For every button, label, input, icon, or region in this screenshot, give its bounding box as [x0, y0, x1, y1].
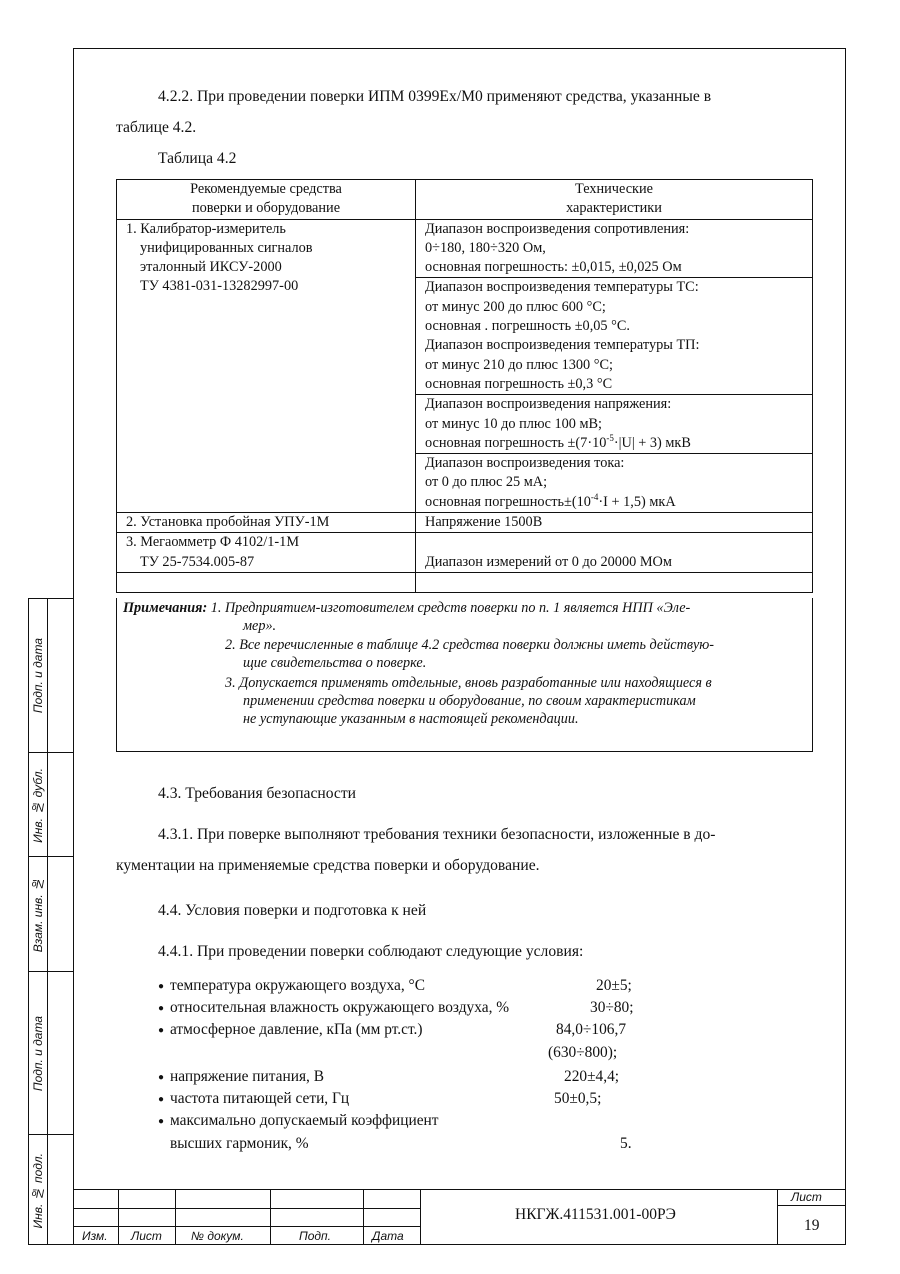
table-cell-breakdown-unit: 2. Установка пробойная УПУ-1М [117, 513, 416, 533]
table-cell-megohmmeter: 3. Мегаомметр Ф 4102/1-1М ТУ 25-7534.005-87 [117, 533, 416, 573]
table-row [117, 513, 813, 533]
tb-label-date: Дата [372, 1229, 404, 1243]
bullet-icon: ● [158, 981, 165, 992]
sheet-label: Лист [791, 1190, 822, 1204]
notes-box [116, 598, 813, 752]
para-4-3-1-line2: кументации на применяемые средства поверки и оборудование. [116, 857, 540, 874]
notes-label: Примечания: [123, 600, 208, 616]
table-row [117, 219, 813, 278]
side-label-original-inv: Инв. № подл. [31, 1152, 45, 1229]
note-1-cont: мер». [243, 618, 277, 634]
notes-first-line: Примечания: 1. Предприятием-изготовителем средств поверки по п. 1 является НПП «Эле- [123, 600, 691, 616]
side-label-dup-inv: Инв. № дубл. [31, 767, 45, 843]
condition-label-2: высших гармоник, % [170, 1135, 309, 1152]
condition-value: 220±4,4; [564, 1068, 620, 1085]
note-2: 2. Все перечисленные в таблице 4.2 средства поверки должны иметь действую- [225, 637, 715, 653]
side-label-replace-inv: Взам. инв. № [31, 876, 45, 953]
tb-label-list: Лист [131, 1229, 162, 1243]
condition-value-2: (630÷800); [548, 1044, 618, 1061]
table-cell-voltage: Диапазон воспроизведения напряжения: от минус 10 до плюс 100 мВ; основная погрешность $\pm(7\cdot 10^{-5}\cdot|U| + 3)$ мкВ [416, 395, 813, 454]
condition-label: атмосферное давление, кПа (мм рт.ст.) [170, 1021, 423, 1038]
para-4-3-1-line1: 4.3.1. При поверке выполняют требования техники безопасности, изложенные в до- [158, 826, 716, 843]
table-cell-current: Диапазон воспроизведения тока: от 0 до плюс 25 мА; основная $погрешность\pm(10^{-4}\cdot I + 1,5)$ мкА [416, 454, 813, 513]
note-3-cont1: применении средства поверки и оборудование, по своим характеристикам [243, 693, 696, 709]
para-4-2-2-line2: таблице 4.2. [116, 119, 197, 136]
condition-value: 30÷80; [590, 999, 634, 1016]
condition-label: частота питающей сети, Гц [170, 1090, 350, 1107]
table-cell-resistance: Диапазон воспроизведения сопротивления: 0÷180, 180÷320 Ом, основная погрешность: ±0,015, ±0,025 Ом [416, 219, 813, 278]
condition-value: 20±5; [596, 977, 632, 994]
table-header-row [117, 180, 813, 220]
table-4-2 [116, 179, 813, 593]
tb-label-izm: Изм. [82, 1229, 108, 1243]
bullet-icon: ● [158, 1094, 165, 1105]
table-caption: Таблица 4.2 [158, 150, 237, 167]
table-cell-voltage-1500: Напряжение 1500В [416, 513, 813, 533]
table-row [117, 533, 813, 573]
table-cell-temperature: Диапазон воспроизведения температуры ТС: от минус 200 до плюс 600 °С; основная . погрешность ±0,05 °С. Диапазон воспроизведения температуры ТП: от минус 210 до плюс 1300 °С; основная погрешность ±0,3 °С [416, 278, 813, 395]
section-4-4-heading: 4.4. Условия поверки и подготовка к ней [158, 902, 427, 919]
condition-label: напряжение питания, В [170, 1068, 325, 1085]
condition-label: максимально допускаемый коэффициент [170, 1112, 439, 1129]
condition-label: относительная влажность окружающего воздуха, % [170, 999, 510, 1016]
condition-value: 5. [620, 1135, 632, 1152]
bullet-icon: ● [158, 1003, 165, 1014]
title-block [73, 1189, 846, 1245]
table-header-col1: Рекомендуемые средства поверки и оборудование [117, 180, 416, 220]
table-row-empty [117, 572, 813, 592]
note-3: 3. Допускается применять отдельные, вновь разработанные или находящиеся в [225, 675, 712, 691]
para-4-2-2-line1: 4.2.2. При проведении поверки ИПМ 0399Ex/M0 применяют средства, указанные в [158, 88, 712, 105]
note-2-cont: щие свидетельства о поверке. [243, 655, 427, 671]
table-cell-calibrator: 1. Калибратор-измеритель унифицированных сигналов эталонный ИКСУ-2000 ТУ 4381-031-13282997-00 [117, 219, 416, 512]
bullet-icon: ● [158, 1116, 165, 1127]
bullet-icon: ● [158, 1025, 165, 1036]
note-3-cont2: не уступающие указанным в настоящей рекомендации. [243, 711, 579, 727]
condition-value: 50±0,5; [554, 1090, 602, 1107]
document-code: НКГЖ.411531.001-00РЭ [515, 1206, 676, 1223]
side-label-sign-date-1: Подп. и дата [31, 638, 45, 714]
bullet-icon: ● [158, 1072, 165, 1083]
tb-label-docnum: № докум. [191, 1229, 244, 1243]
condition-label: температура окружающего воздуха, °С [170, 977, 425, 994]
tb-label-sign: Подп. [299, 1229, 331, 1243]
condition-value: 84,0÷106,7 [556, 1021, 627, 1038]
side-stamp-column [28, 598, 73, 1245]
para-4-4-1: 4.4.1. При проведении поверки соблюдают следующие условия: [158, 943, 584, 960]
side-label-sign-date-2: Подп. и дата [31, 1015, 45, 1092]
table-header-col2: Технические характеристики [416, 180, 813, 220]
table-cell-measure-range: Диапазон измерений от 0 до 20000 МОм [416, 533, 813, 573]
sheet-number: 19 [804, 1217, 820, 1234]
section-4-3-heading: 4.3. Требования безопасности [158, 785, 357, 802]
